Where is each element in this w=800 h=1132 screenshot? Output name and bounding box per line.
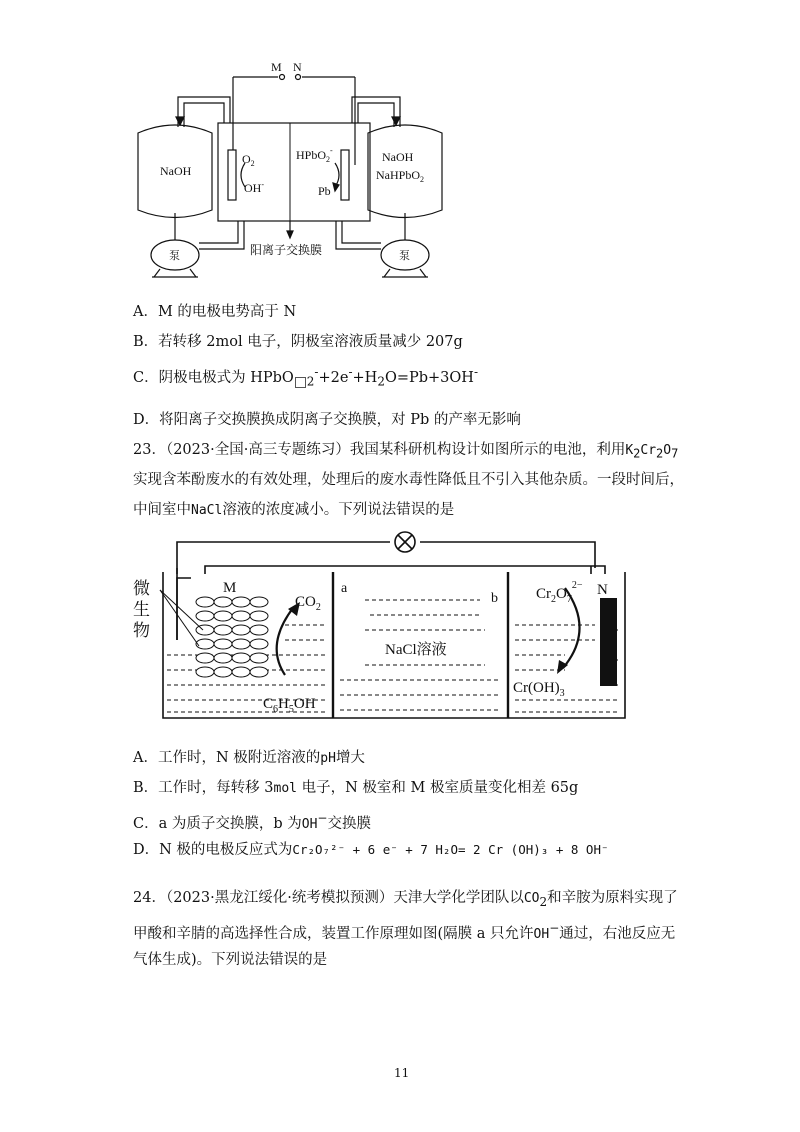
electrode-m-label: M (223, 580, 237, 596)
electrolysis-diagram (130, 55, 460, 290)
membrane-a-label: a (341, 581, 348, 596)
right-pump-label: 泵 (399, 250, 410, 262)
q23-option-d: D．N 极的电极反应式为Cr₂O₇²⁻ + 6 e⁻ + 7 H₂O= 2 Cr (OH)₃ + 8 OH⁻ (133, 842, 609, 858)
q23-option-a: A．工作时，N 极附近溶液的pH增大 (133, 750, 365, 766)
right-tank-line1: NaOH (382, 150, 414, 164)
membrane-label: 阳离子交换膜 (250, 243, 323, 257)
microbe-label-2: 生 (133, 600, 150, 619)
terminal-n-label: N (293, 60, 302, 74)
electrode-n-label: N (597, 582, 608, 598)
right-tank-line2: NaHPbO$_2$ (376, 168, 424, 184)
q24-stem-line1: 24．（2023·黑龙江绥化·统考模拟预测）天津大学化学团队以$CO_2$和辛胺为原料实现了 (133, 890, 678, 909)
q22-option-c: C．阴极电极式为 HPbO $_2^-+2e^-+H_2O=Pb+3OH^-$ (133, 365, 478, 389)
q23-stem-line1: 23．（2023·全国·高三专题练习）我国某科研机构设计如图所示的电池，利用$K_2Cr_2O_7$ (133, 442, 679, 461)
terminal-m-label: M (271, 60, 282, 74)
q22-option-d: D．将阳离子交换膜换成阴离子交换膜，对 Pb 的产率无影响 (133, 412, 521, 428)
q24-stem-line3: 气体生成)。下列说法错误的是 (133, 952, 328, 968)
membrane-b-label: b (491, 591, 498, 606)
q23-option-c: C．a 为质子交换膜，b 为OH−交换膜 (133, 811, 371, 832)
q23-stem-line3: 中间室中NaCl溶液的浓度减小。下列说法错误的是 (133, 502, 455, 518)
q23-option-b: B．工作时，每转移 3mol 电子，N 极室和 M 极室质量变化相差 65g (133, 780, 579, 796)
left-pump-label: 泵 (169, 250, 180, 262)
hpbo2-label: HPbO$_2$- (296, 146, 333, 164)
q22-option-a: A．M 的电极电势高于 N (133, 304, 297, 320)
q23-stem-line2: 实现含苯酚废水的有效处理，处理后的废水毒性降低且不引入其他杂质。一段时间后， (133, 472, 684, 488)
page-number: 11 (394, 1066, 410, 1080)
co2-label: $CO_2$ (295, 594, 321, 613)
battery-cell-diagram (125, 530, 635, 725)
o2-label: $O_2$ (242, 152, 255, 168)
dichromate-label: $Cr_2O_7^{2-}$ (536, 580, 583, 605)
left-tank-label: NaOH (160, 164, 192, 178)
microbe-label-1: 微 (133, 579, 150, 598)
oh-label: OH- (244, 180, 265, 195)
pb-label: Pb (318, 184, 331, 198)
q22-option-b: B．若转移 2mol 电子，阴极室溶液质量减少 207g (133, 334, 463, 350)
nacl-solution-label: NaCl溶液 (385, 642, 447, 658)
chromium-hydroxide-label: $Cr(OH)_3$ (513, 680, 565, 699)
microbe-label-3: 物 (133, 621, 150, 640)
q24-stem-line2: 甲酸和辛腈的高选择性合成，装置工作原理如图(隔膜 a 只允许OH−通过，右池反应无 (133, 921, 676, 942)
phenol-label: $C_6H_5OH$ (263, 696, 316, 715)
